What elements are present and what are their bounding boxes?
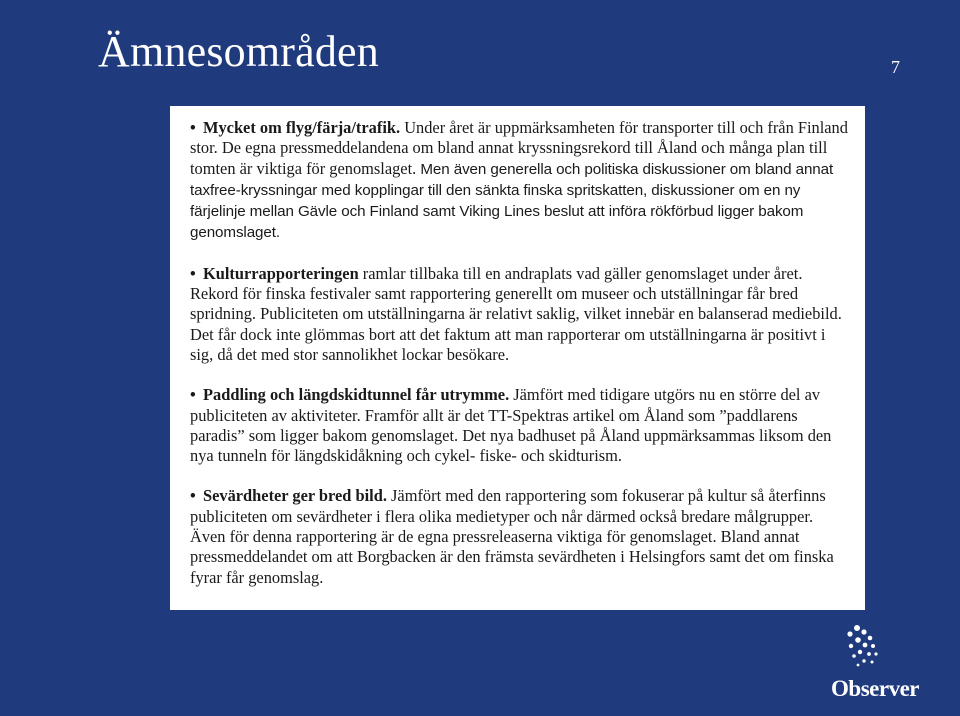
bullet-item [190, 486, 850, 587]
bullet-item [190, 385, 850, 466]
bullet-icon: • [190, 118, 196, 137]
bullet-heading: Mycket om flyg/färja/trafik. [203, 118, 401, 137]
bullet-heading: Paddling och längdskidtunnel får utrymme. [203, 385, 510, 405]
bullet-heading: Sevärdheter ger bred bild. [203, 486, 387, 506]
bullet-text: ramlar tillbaka till en andraplats vad gäller genomslaget under året. Rekord för finska festivaler samt rapportering generellt om museer och utställningar får bred spridning. Publiciteten om utställningarna är relativt saklig, vilket innebär en balanserad mediebild. Det får dock inte glömmas bort att det faktum att man rapporterar om utställningarna är positivt i sig, då det med stor sannolikhet lockar besökare. [190, 263, 842, 364]
bullet-icon: • [190, 486, 196, 506]
bullet-text: Jämfört med tidigare utgörs nu en större del av publiciteten av aktiviteter. Framför allt är det TT-Spektras artikel om Åland som ”paddlarens paradis” som ligger bakom genomslaget. Det nya badhuset på Åland uppmärksammas liksom den nya tunneln för längdskidåkning och cykel- fiske- och skidturism. [190, 385, 832, 466]
bullet-text: Under året är uppmärksamheten för transporter till och från Finland stor. De egna pressmeddelandena om bland annat kryssningsrekord till Åland och många plan till tomten är viktiga för genomslaget. [190, 118, 848, 178]
observer-logo [820, 616, 930, 702]
bullet-icon: • [190, 385, 196, 405]
page-number: 7 [891, 57, 900, 77]
bullet-text: Jämfört med den rapportering som fokuserar på kultur så återfinns publiciteten om sevärdheter i flera olika medietyper och når därmed också bredare målgrupper. Även för denna rapportering är de egna pressreleaserna viktiga för genomslaget. Bland annat pressmeddelandet om att Borgbacken är den främsta sevärdheten i Helsingfors samt det om finska fyrar får genomslag. [190, 486, 834, 587]
bullet-icon: • [190, 263, 196, 283]
bullet-list [190, 118, 850, 608]
content-panel [170, 106, 865, 610]
bullet-item [190, 264, 850, 365]
slide-header [0, 0, 960, 106]
bullet-text: Men även generella och politiska diskussioner om bland annat taxfree-kryssningar med kopplingar till den sänkta finska spritskatten, diskussioner om en ny färjelinje mellan Gävle och Finland samt Viking Lines beslut att införa rökförbud ligger bakom genomslaget. [190, 160, 834, 242]
logo-wordmark: Observer [831, 676, 919, 701]
slide-title: Ämnesområden [98, 27, 379, 76]
bullet-heading: Kulturrapporteringen [203, 263, 359, 283]
bullet-item [190, 118, 850, 244]
